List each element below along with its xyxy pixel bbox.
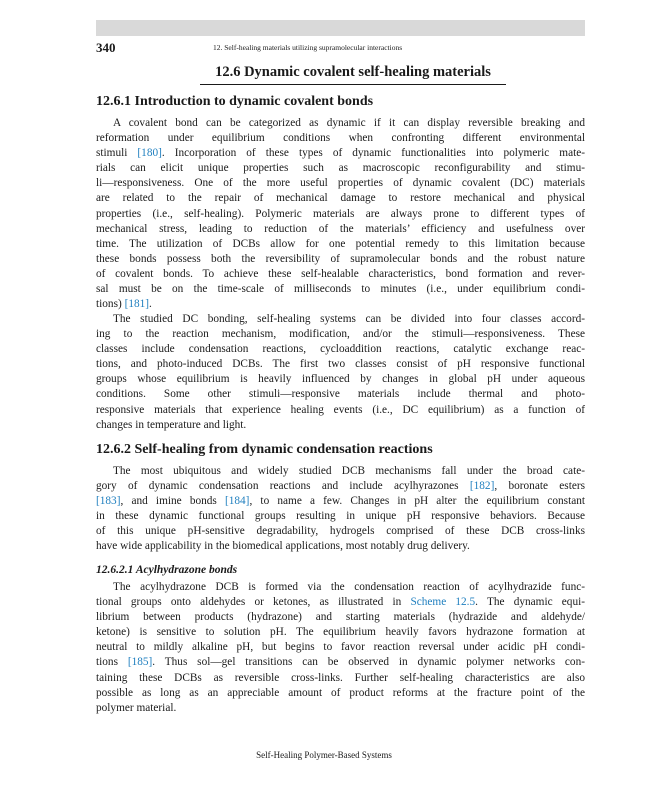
page-number: 340 — [96, 40, 116, 55]
text-line: polymer material. — [96, 701, 177, 714]
text-line: these bonds possess both the reversibility of supramolecular bonds and the robust nature — [96, 252, 585, 265]
citation-link[interactable]: [181] — [124, 298, 150, 311]
subsection-heading-intro: 12.6.1 Introduction to dynamic covalent bonds — [96, 94, 374, 109]
text-line: changes in temperature and light. — [96, 418, 247, 431]
text-line: of covalent bonds. To achieve these self-healable characteristics, bond formation and rever- — [96, 267, 585, 280]
paragraph-condensation — [96, 464, 585, 555]
text-line: tional groups onto aldehydes or ketones, as illustrated in Scheme 12.5. The dynamic equi- — [96, 596, 585, 609]
header-bar — [96, 20, 585, 36]
text-line: ing to the reaction mechanism, modification, and/or the stimuli—responsiveness. These — [96, 328, 585, 341]
scheme-link[interactable]: Scheme 12.5 — [410, 596, 476, 609]
text-line: A covalent bond can be categorized as dynamic if it can display reversible breaking and — [113, 117, 585, 129]
text-line: li—responsiveness. One of the more useful properties of dynamic covalent (DC) materials — [96, 177, 585, 190]
text-line: are related to the repair of mechanical damage to restore mechanical and physical — [96, 192, 585, 205]
chapter-title: 12. Self-healing materials utilizing supramolecular interactions — [213, 43, 403, 52]
text-line: reformation under equilibrium conditions when confronting different environmental — [96, 132, 585, 145]
text-line: have wide applicability in the biomedical applications, most notably drug delivery. — [96, 540, 470, 553]
text-line: tions [185]. Thus sol—gel transitions can be observed in dynamic polymer networks con- — [96, 656, 585, 669]
text-line: classes include condensation reactions, cycloaddition reactions, catalytic exchange reac- — [96, 343, 585, 356]
text-line: groups whose equilibrium is heavily influenced by changes in global pH under aqueous — [96, 373, 585, 386]
citation-link[interactable]: [183] — [96, 495, 121, 508]
text-line: tions) [181]. — [96, 298, 152, 311]
running-head — [96, 40, 585, 56]
text-line: possible as long as an appreciable amount of product reforms at the fracture point of the — [96, 686, 585, 699]
text-line: rials can elicit unique properties such as macroscopic reconfigurability and stimu- — [96, 162, 585, 175]
text-line: in these dynamic functional groups resulting in unique pH responsive behaviors. Because — [96, 510, 585, 523]
citation-link[interactable]: [180] — [137, 147, 162, 160]
text-line: [183], and imine bonds [184], to name a few. Changes in pH alter the equilibrium constant — [96, 495, 586, 508]
paragraph-intro-2 — [96, 312, 585, 433]
text-line: tions, and photo-induced DCBs. The first two classes consist of pH responsive functional — [96, 358, 585, 371]
text-line: neutral to mildly alkaline pH, but begins to favor reaction reversal under acidic pH condi- — [96, 641, 585, 654]
text-line: sal must be on the time-scale of milliseconds to minutes (i.e., under equilibrium condi- — [96, 283, 585, 296]
paragraph-intro-1 — [96, 116, 585, 312]
text-line: properties (i.e., self-healing). Polymeric materials are always prone to different types of — [96, 207, 585, 220]
text-line: conditions. Some other stimuli—responsive materials include thermal and photo- — [96, 388, 585, 401]
text-line: ketone) is sensitive to solution pH. The equilibrium heavily favors hydrazone formation at — [96, 626, 585, 639]
paragraph-acylhydrazone — [96, 580, 585, 716]
subsubsection-heading-acylhydrazone: 12.6.2.1 Acylhydrazone bonds — [96, 564, 238, 576]
section-heading: 12.6 Dynamic covalent self-healing materials — [200, 64, 506, 85]
text-line: of this unique pH-sensitive degradability, hydrogels comprised of these DCB cross-links — [96, 525, 585, 538]
text-line: stimuli [180]. Incorporation of these types of dynamic functionalities into polymeric mate- — [96, 147, 585, 160]
text-line: The acylhydrazone DCB is formed via the condensation reaction of acylhydrazide func- — [113, 581, 585, 593]
text-line: taining these DCBs as reversible cross-links. Further self-healing characteristics are also — [96, 671, 585, 684]
text-line: librium between products (hydrazone) and starting materials (hydrazide and aldehyde/ — [96, 611, 585, 624]
text-line: time. The utilization of DCBs allow for one potential remedy to this limitation because — [96, 237, 585, 250]
footer-book-title: Self-Healing Polymer-Based Systems — [256, 750, 392, 760]
text-line: mechanical stress, leading to reduction of the materials’ efficiency and usefulness over — [96, 222, 585, 235]
text-line: gory of dynamic condensation reactions and include acylhyrazones [182], boronate esters — [96, 480, 586, 493]
text-line: The studied DC bonding, self-healing systems can be divided into four classes accord- — [113, 313, 585, 325]
citation-link[interactable]: [184] — [224, 495, 250, 508]
citation-link[interactable]: [182] — [469, 480, 495, 493]
text-line: The most ubiquitous and widely studied DCB mechanisms fall under the broad cate- — [113, 465, 585, 477]
citation-link[interactable]: [185] — [127, 656, 153, 669]
text-line: responsive materials that experience healing events (i.e., DC equilibrium) as a function of — [96, 403, 585, 416]
subsection-heading-condensation: 12.6.2 Self-healing from dynamic condensation reactions — [96, 442, 433, 457]
